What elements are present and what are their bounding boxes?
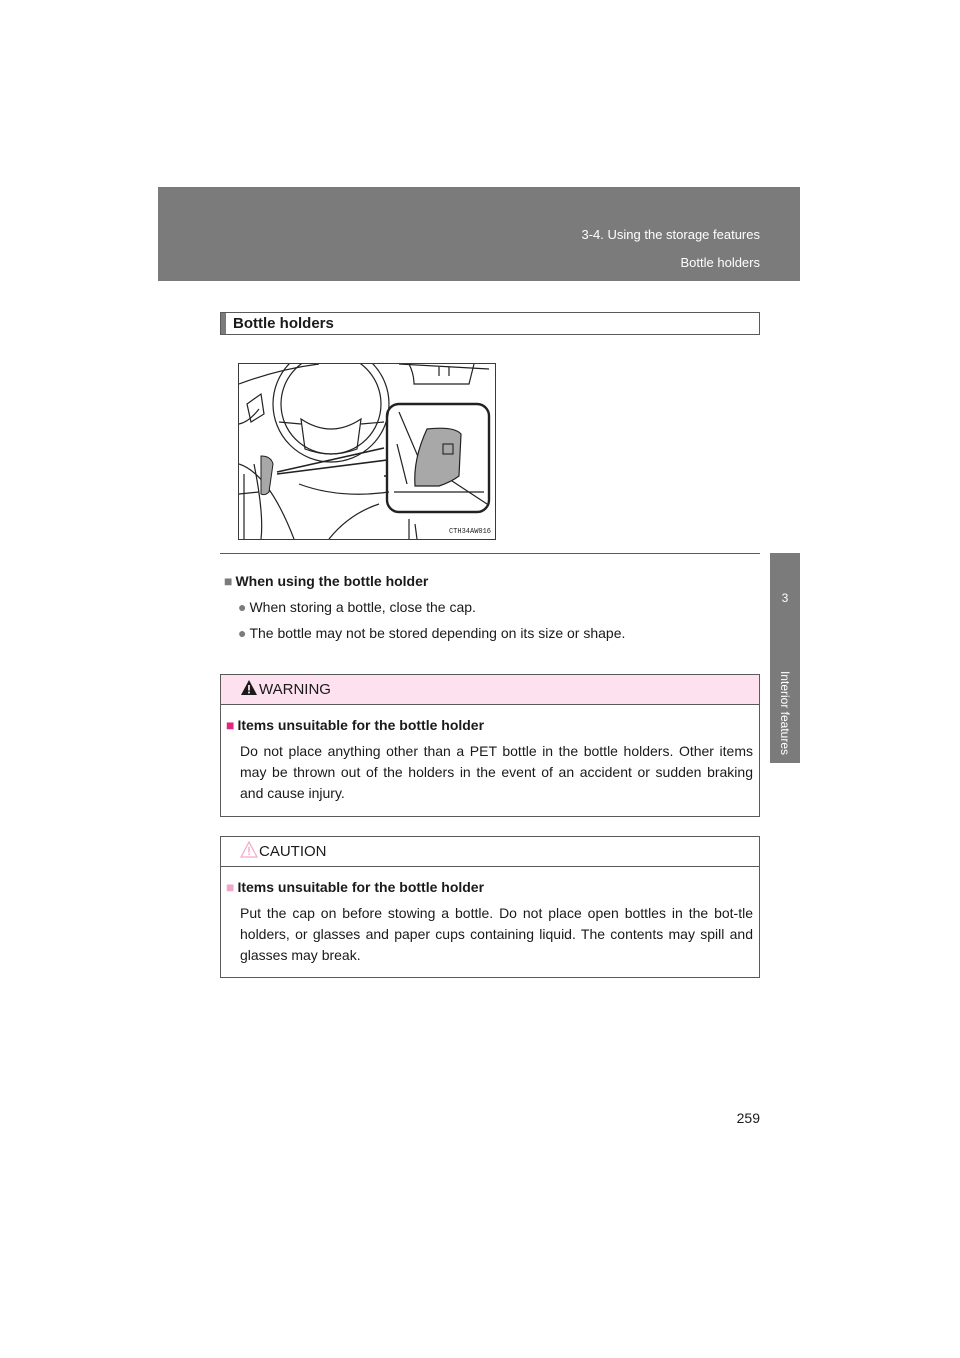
- warning-label: WARNING: [259, 681, 331, 698]
- title-accent: [221, 313, 226, 334]
- warning-heading: ■ Items unsuitable for the bottle holder: [226, 717, 485, 733]
- dashboard-drawing: [239, 364, 495, 539]
- warning-body: [221, 705, 759, 804]
- warning-triangle-icon: [240, 679, 258, 702]
- caution-triangle-icon: [240, 841, 258, 864]
- page-number: 259: [736, 1110, 760, 1126]
- header-section-title: 3-4. Using the storage features: [581, 227, 760, 242]
- bullet-dot-icon: ●: [238, 599, 247, 615]
- caution-heading: ■ Items unsuitable for the bottle holder: [226, 879, 485, 895]
- caution-header: [221, 837, 759, 867]
- warning-header: [221, 675, 759, 705]
- square-icon: ■: [226, 879, 235, 895]
- caution-label: CAUTION: [259, 843, 327, 860]
- header-subsection-title: Bottle holders: [680, 255, 760, 270]
- chapter-side-tab[interactable]: [770, 553, 800, 763]
- chapter-number: 3: [781, 591, 789, 605]
- list-item: ● The bottle may not be stored depending on its size or shape.: [238, 625, 626, 641]
- chapter-label: Interior features: [778, 670, 792, 756]
- bottle-holder-illustration: [238, 363, 496, 540]
- caution-box: [220, 836, 760, 978]
- square-icon: ■: [224, 573, 233, 589]
- section-title: Bottle holders: [233, 315, 334, 332]
- list-item: ● When storing a bottle, close the cap.: [238, 599, 476, 615]
- divider: [220, 553, 760, 554]
- note-heading: ■ When using the bottle holder: [224, 573, 429, 589]
- bullet-dot-icon: ●: [238, 625, 247, 641]
- caution-body: [221, 867, 759, 966]
- square-icon: ■: [226, 717, 235, 733]
- section-title-bar: [220, 312, 760, 335]
- header-band: [158, 187, 800, 281]
- steering-wheel-outline: [273, 364, 389, 462]
- caution-text: Put the cap on before stowing a bottle. Do not place open bottles in the bot-tle holders, or glasses and paper cups containing liquid. The contents may spill and glasses may break.: [240, 905, 753, 963]
- warning-text: Do not place anything other than a PET bottle in the bottle holders. Other items may be thrown out of the holders in the event of an accident or sudden braking and cause injury.: [240, 743, 753, 801]
- warning-box: [220, 674, 760, 817]
- figure-code: CTH34AW016: [448, 528, 491, 536]
- info-note: [224, 573, 760, 651]
